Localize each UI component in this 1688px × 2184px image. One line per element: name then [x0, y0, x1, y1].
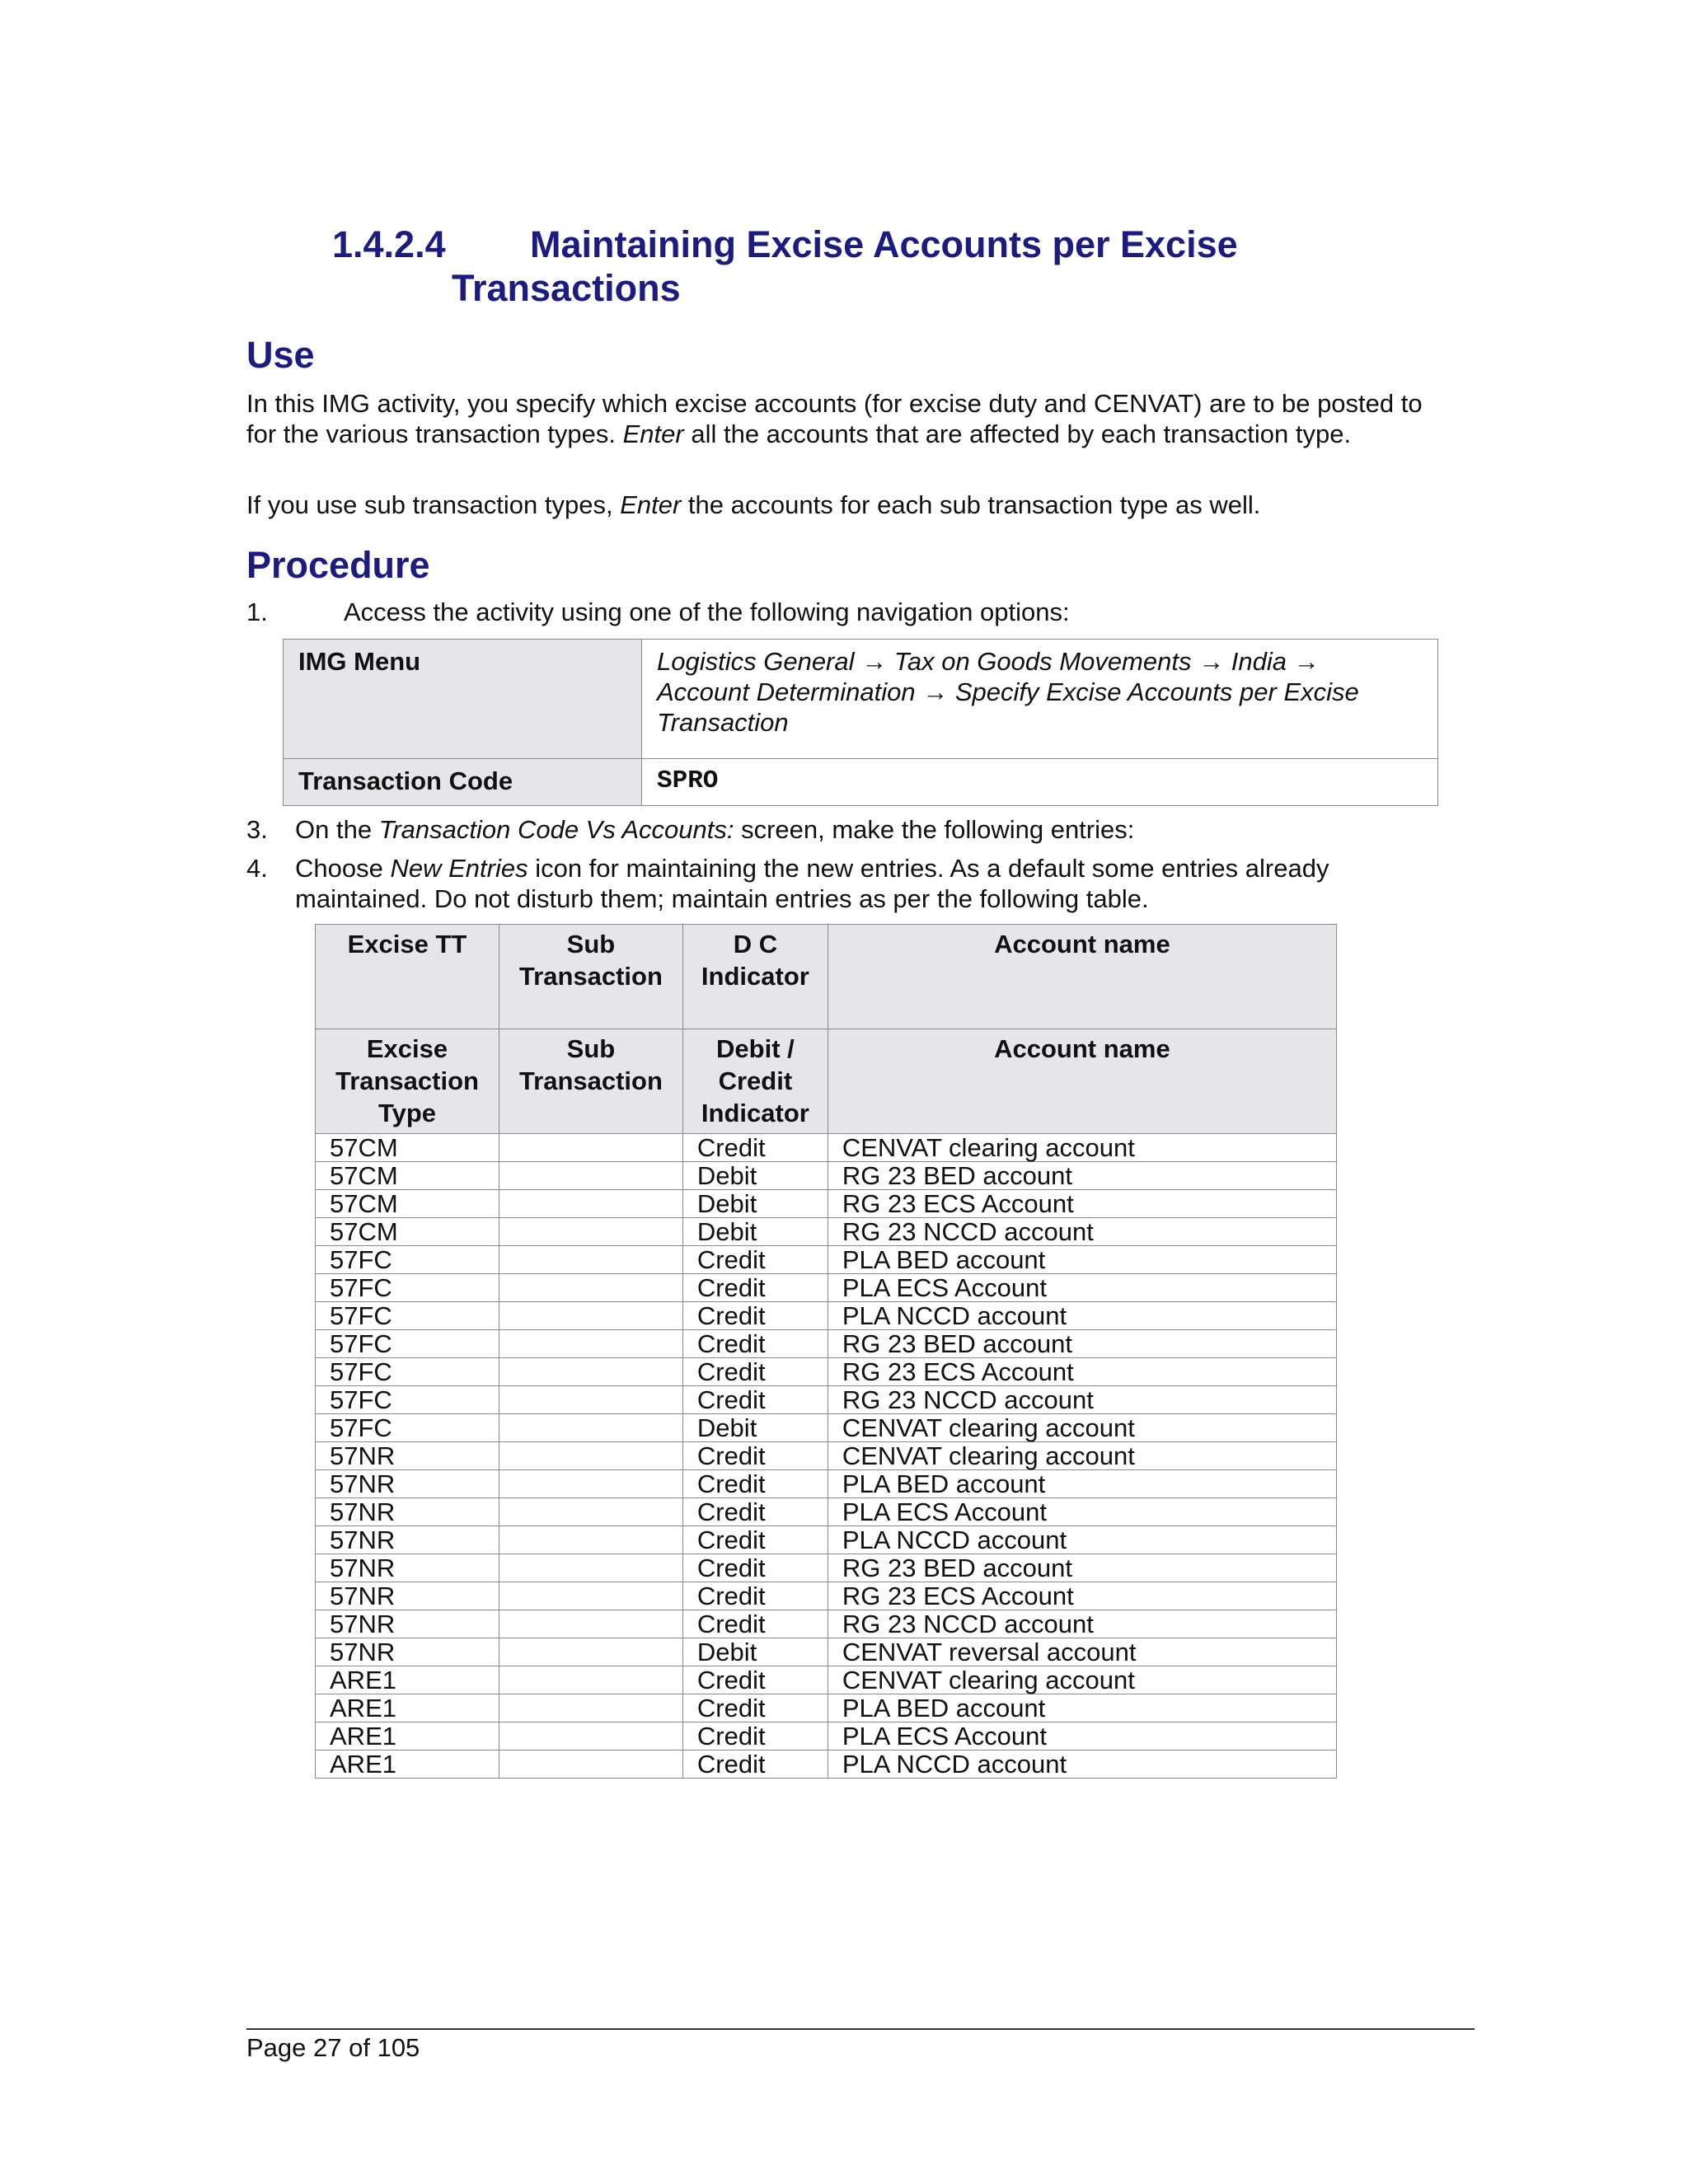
- table-cell: RG 23 ECS Account: [828, 1190, 1336, 1218]
- table-cell: [499, 1386, 682, 1414]
- table-cell: PLA BED account: [828, 1694, 1336, 1722]
- table-cell: Debit: [682, 1218, 828, 1246]
- section-title-line2: Transactions: [452, 267, 681, 309]
- table-cell: Credit: [682, 1526, 828, 1554]
- table-cell: PLA NCCD account: [828, 1302, 1336, 1330]
- transaction-code-value: SPRO: [642, 759, 1438, 806]
- table-cell: Credit: [682, 1330, 828, 1358]
- table-cell: 57NR: [316, 1442, 499, 1470]
- table-cell: 57NR: [316, 1638, 499, 1666]
- table-row: [316, 1190, 1337, 1218]
- step-number: 3.: [246, 815, 268, 844]
- img-menu-label: IMG Menu: [284, 640, 642, 759]
- table-cell: 57NR: [316, 1582, 499, 1610]
- table-row: [316, 1386, 1337, 1414]
- table-row: [316, 1498, 1337, 1526]
- table-cell: [499, 1582, 682, 1610]
- step-text: Choose New Entries icon for maintaining the new entries. As a default some entries already maintained. Do not disturb them; maintain entries as per the following table.: [295, 854, 1329, 913]
- procedure-step-3: [246, 814, 1433, 845]
- table-row: [316, 1134, 1337, 1162]
- table-cell: Credit: [682, 1358, 828, 1386]
- table-cell: [499, 1470, 682, 1498]
- table-cell: PLA ECS Account: [828, 1498, 1336, 1526]
- procedure-step-4: [246, 853, 1433, 914]
- table-cell: RG 23 NCCD account: [828, 1610, 1336, 1638]
- table-row: [316, 1750, 1337, 1779]
- table-cell: Credit: [682, 1722, 828, 1750]
- table-cell: 57CM: [316, 1134, 499, 1162]
- procedure-step-1: [246, 597, 1433, 627]
- table-row: [316, 1610, 1337, 1638]
- arrow-right-icon: →: [861, 647, 888, 676]
- table-cell: Credit: [682, 1666, 828, 1694]
- arrow-right-icon: →: [1198, 647, 1225, 676]
- table-cell: ARE1: [316, 1750, 499, 1779]
- table-row: [316, 1442, 1337, 1470]
- arrow-right-icon: →: [922, 677, 949, 706]
- table-cell: [499, 1358, 682, 1386]
- section-number: 1.4.2.4: [332, 223, 446, 265]
- column-header: Sub Transaction: [499, 1029, 682, 1134]
- table-row: [316, 1246, 1337, 1274]
- table-cell: [499, 1750, 682, 1779]
- navigation-options-table: [283, 639, 1438, 806]
- page-number: Page 27 of 105: [246, 2033, 420, 2062]
- table-cell: RG 23 BED account: [828, 1554, 1336, 1582]
- column-header: Debit / Credit Indicator: [682, 1029, 828, 1134]
- step-text: On the Transaction Code Vs Accounts: screen, make the following entries:: [295, 815, 1135, 844]
- table-cell: PLA BED account: [828, 1246, 1336, 1274]
- table-row: [316, 1414, 1337, 1442]
- table-cell: 57FC: [316, 1414, 499, 1442]
- table-cell: [499, 1638, 682, 1666]
- table-cell: RG 23 BED account: [828, 1330, 1336, 1358]
- table-row: [316, 1582, 1337, 1610]
- table-cell: 57FC: [316, 1302, 499, 1330]
- table-row: [316, 1330, 1337, 1358]
- transaction-code-label: Transaction Code: [284, 759, 642, 806]
- table-cell: CENVAT clearing account: [828, 1442, 1336, 1470]
- column-header: Excise TT: [316, 925, 499, 1029]
- table-cell: 57FC: [316, 1246, 499, 1274]
- step-number: 4.: [246, 854, 268, 883]
- table-cell: Credit: [682, 1554, 828, 1582]
- table-cell: 57CM: [316, 1218, 499, 1246]
- table-cell: Credit: [682, 1582, 828, 1610]
- use-paragraph-2: If you use sub transaction types, Enter the accounts for each sub transaction type as well.: [246, 490, 1261, 519]
- table-cell: 57FC: [316, 1386, 499, 1414]
- table-cell: 57FC: [316, 1274, 499, 1302]
- column-header: Sub Transaction: [499, 925, 682, 1029]
- table-cell: Debit: [682, 1162, 828, 1190]
- table-cell: Credit: [682, 1246, 828, 1274]
- section-title-line1: Maintaining Excise Accounts per Excise: [530, 223, 1238, 265]
- table-cell: Credit: [682, 1694, 828, 1722]
- table-cell: Credit: [682, 1610, 828, 1638]
- table-cell: Credit: [682, 1470, 828, 1498]
- section-title: [332, 223, 1404, 310]
- table-cell: [499, 1414, 682, 1442]
- table-cell: Credit: [682, 1302, 828, 1330]
- table-cell: [499, 1526, 682, 1554]
- table-cell: 57FC: [316, 1330, 499, 1358]
- step-number: 1.: [246, 598, 268, 626]
- table-cell: 57NR: [316, 1470, 499, 1498]
- table-row: [316, 1274, 1337, 1302]
- column-header: D C Indicator: [682, 925, 828, 1029]
- table-cell: [499, 1554, 682, 1582]
- excise-accounts-table: [315, 924, 1337, 1779]
- table-cell: [499, 1498, 682, 1526]
- table-cell: PLA BED account: [828, 1470, 1336, 1498]
- table-cell: PLA NCCD account: [828, 1526, 1336, 1554]
- table-cell: 57NR: [316, 1526, 499, 1554]
- column-header: Account name: [828, 1029, 1336, 1134]
- table-cell: CENVAT clearing account: [828, 1666, 1336, 1694]
- table-row: [316, 1666, 1337, 1694]
- table-cell: Debit: [682, 1638, 828, 1666]
- table-cell: RG 23 ECS Account: [828, 1582, 1336, 1610]
- table-row: [316, 1470, 1337, 1498]
- table-cell: [499, 1246, 682, 1274]
- table-cell: [499, 1330, 682, 1358]
- table-cell: Credit: [682, 1750, 828, 1779]
- use-heading: Use: [246, 334, 315, 376]
- table-cell: [499, 1666, 682, 1694]
- table-cell: ARE1: [316, 1694, 499, 1722]
- img-menu-path: Logistics General → Tax on Goods Movements → India → Account Determination → Specify Excise Accounts per Excise Transaction: [642, 640, 1438, 759]
- table-row: [316, 1358, 1337, 1386]
- table-row: [316, 1694, 1337, 1722]
- table-cell: 57CM: [316, 1162, 499, 1190]
- table-cell: 57NR: [316, 1554, 499, 1582]
- table-cell: CENVAT clearing account: [828, 1134, 1336, 1162]
- arrow-right-icon: →: [1293, 647, 1320, 676]
- table-row: [316, 1554, 1337, 1582]
- table-cell: [499, 1722, 682, 1750]
- table-cell: [499, 1218, 682, 1246]
- table-cell: 57NR: [316, 1498, 499, 1526]
- table-cell: PLA ECS Account: [828, 1274, 1336, 1302]
- step-text: Access the activity using one of the following navigation options:: [344, 598, 1070, 626]
- table-cell: 57FC: [316, 1358, 499, 1386]
- table-cell: [499, 1134, 682, 1162]
- table-row: [316, 1722, 1337, 1750]
- table-cell: 57NR: [316, 1610, 499, 1638]
- table-cell: RG 23 BED account: [828, 1162, 1336, 1190]
- table-cell: RG 23 NCCD account: [828, 1386, 1336, 1414]
- table-cell: Credit: [682, 1442, 828, 1470]
- table-header-row: [316, 1029, 1337, 1134]
- footer-divider: [246, 2028, 1475, 2030]
- table-cell: Debit: [682, 1190, 828, 1218]
- table-cell: Debit: [682, 1414, 828, 1442]
- table-row: [316, 1638, 1337, 1666]
- column-header: Account name: [828, 925, 1336, 1029]
- table-cell: ARE1: [316, 1722, 499, 1750]
- table-row: [316, 1162, 1337, 1190]
- table-cell: RG 23 NCCD account: [828, 1218, 1336, 1246]
- table-cell: [499, 1610, 682, 1638]
- table-cell: [499, 1442, 682, 1470]
- procedure-heading: Procedure: [246, 544, 430, 586]
- table-row: [316, 1218, 1337, 1246]
- table-cell: Credit: [682, 1274, 828, 1302]
- table-cell: Credit: [682, 1498, 828, 1526]
- table-body: [316, 1134, 1337, 1779]
- table-cell: [499, 1302, 682, 1330]
- table-cell: Credit: [682, 1134, 828, 1162]
- table-cell: PLA NCCD account: [828, 1750, 1336, 1779]
- table-row: [316, 1302, 1337, 1330]
- table-cell: RG 23 ECS Account: [828, 1358, 1336, 1386]
- table-cell: 57CM: [316, 1190, 499, 1218]
- table-cell: PLA ECS Account: [828, 1722, 1336, 1750]
- table-cell: CENVAT clearing account: [828, 1414, 1336, 1442]
- table-cell: [499, 1162, 682, 1190]
- table-row: [316, 1526, 1337, 1554]
- table-cell: ARE1: [316, 1666, 499, 1694]
- table-cell: [499, 1190, 682, 1218]
- table-cell: CENVAT reversal account: [828, 1638, 1336, 1666]
- table-header-row: [316, 925, 1337, 1029]
- table-cell: [499, 1694, 682, 1722]
- table-cell: [499, 1274, 682, 1302]
- table-cell: Credit: [682, 1386, 828, 1414]
- use-paragraph-1: In this IMG activity, you specify which excise accounts (for excise duty and CENVAT) are to be posted to for the various transaction types. Enter all the accounts that are affected by each transaction type.: [246, 389, 1423, 448]
- column-header: Excise Transaction Type: [316, 1029, 499, 1134]
